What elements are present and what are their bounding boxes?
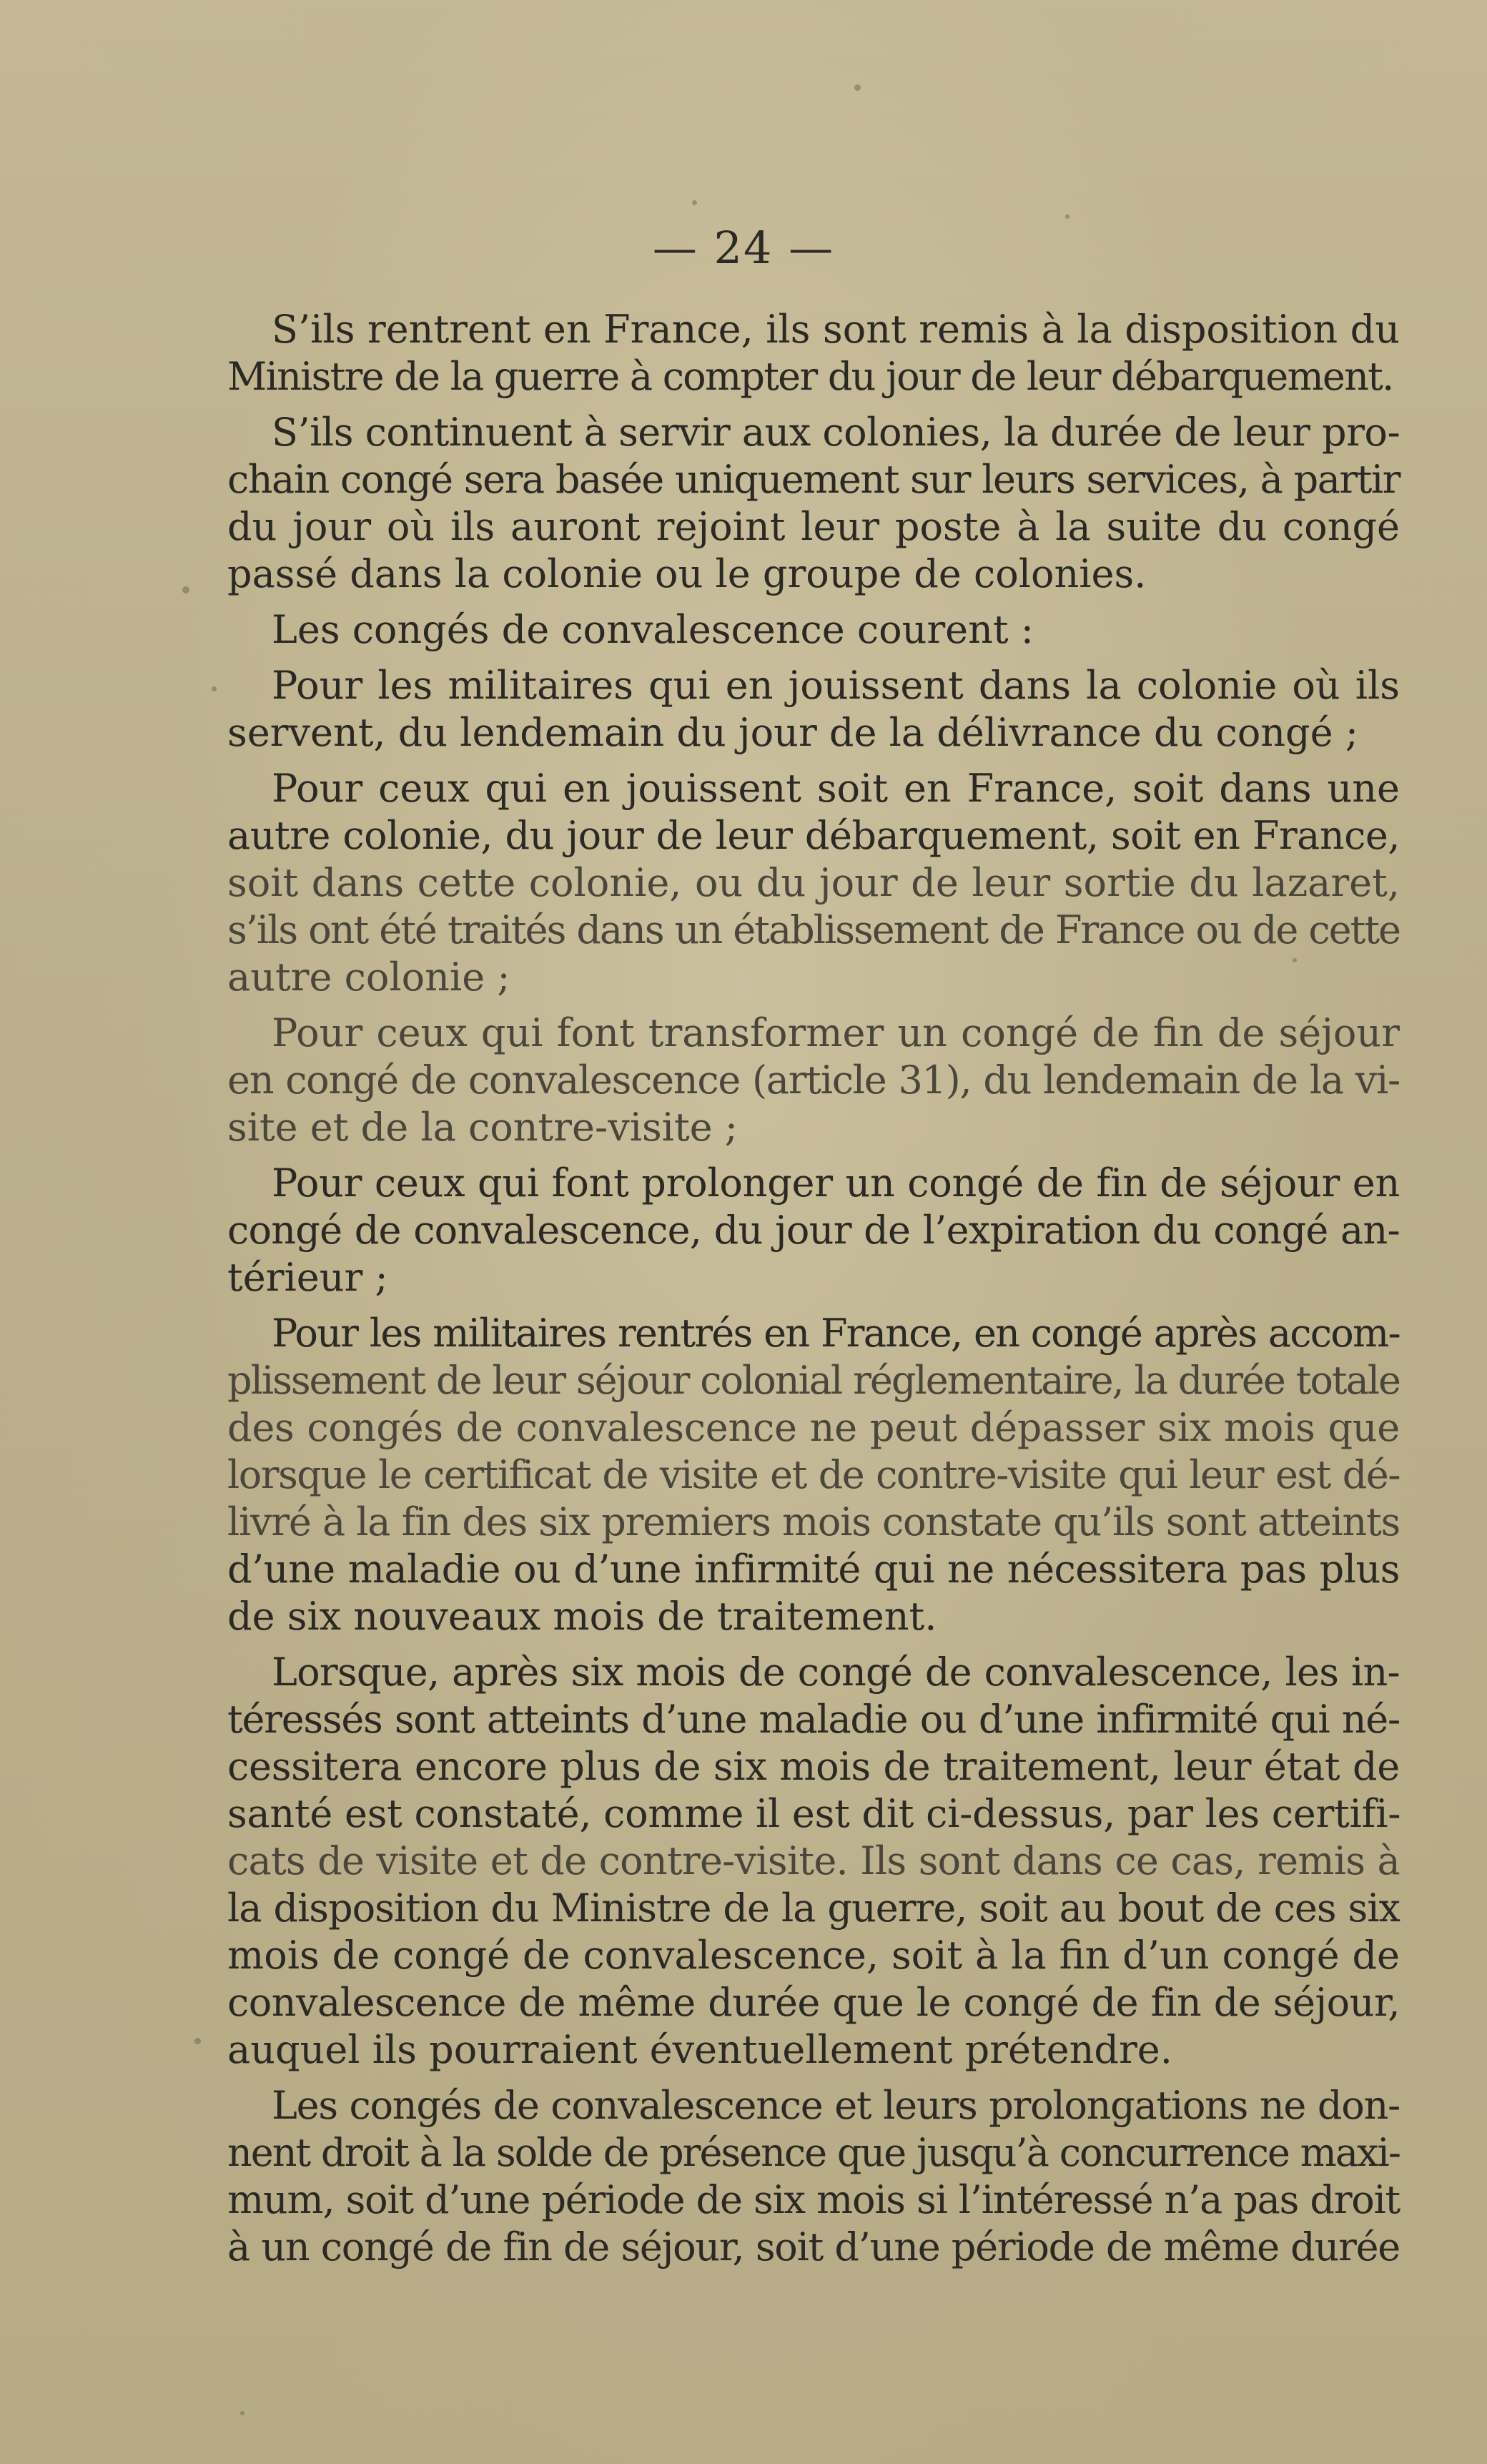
text-line: Les congés de convalescence et leurs prolongations ne don-: [272, 2083, 1400, 2128]
paper-speck: [692, 200, 697, 205]
text-line: cats de visite et de contre-visite. Ils sont dans ce cas, remis à: [227, 1838, 1400, 1883]
text-line: mois de congé de convalescence, soit à la fin d’un congé de: [227, 1933, 1400, 1978]
text-line: auquel ils pourraient éventuellement prétendre.: [227, 2027, 1172, 2072]
text-line: Pour ceux qui font transformer un congé de fin de séjour: [272, 1010, 1400, 1055]
paper-speck: [194, 2038, 201, 2044]
text-line: lorsque le certificat de visite et de contre-visite qui leur est dé-: [227, 1452, 1400, 1497]
text-line: plissement de leur séjour colonial réglementaire, la durée totale: [227, 1358, 1400, 1403]
text-line: Les congés de convalescence courent :: [272, 607, 1034, 652]
text-line: cessitera encore plus de six mois de traitement, leur état de: [227, 1744, 1400, 1789]
text-line: des congés de convalescence ne peut dépasser six mois que: [227, 1405, 1400, 1450]
text-line: Ministre de la guerre à compter du jour de leur débarquement.: [227, 354, 1393, 399]
text-line: S’ils continuent à servir aux colonies, la durée de leur pro-: [272, 410, 1400, 455]
paper-speck: [854, 84, 861, 91]
text-line: site et de la contre-visite ;: [227, 1105, 738, 1150]
paragraph: [227, 2082, 1400, 2271]
paragraph: [227, 662, 1400, 757]
text-line: soit dans cette colonie, ou du jour de leur sortie du lazaret,: [227, 860, 1400, 905]
paragraph: [227, 765, 1400, 1001]
text-line: servent, du lendemain du jour de la délivrance du congé ;: [227, 710, 1358, 755]
text-line: Lorsque, après six mois de congé de convalescence, les in-: [272, 1650, 1400, 1695]
text-line: d’une maladie ou d’une infirmité qui ne nécessitera pas plus: [227, 1547, 1400, 1592]
paper-speck: [212, 686, 217, 691]
text-line: la disposition du Ministre de la guerre, soit au bout de ces six: [227, 1886, 1400, 1931]
text-line: convalescence de même durée que le congé de fin de séjour,: [227, 1980, 1400, 2025]
page-number: — 24 —: [652, 222, 835, 274]
paragraph: [227, 1160, 1400, 1301]
paragraph: [227, 409, 1400, 598]
text-line: s’ils ont été traités dans un établissement de France ou de cette: [227, 907, 1400, 952]
paragraph: [227, 306, 1400, 400]
text-line: du jour où ils auront rejoint leur poste à la suite du congé: [227, 504, 1400, 549]
text-line: livré à la fin des six premiers mois constate qu’ils sont atteints: [227, 1499, 1400, 1544]
body-text: [227, 306, 1400, 2280]
paper-speck: [240, 2411, 244, 2415]
text-line: de six nouveaux mois de traitement.: [227, 1594, 937, 1639]
text-line: congé de convalescence, du jour de l’expiration du congé an-: [227, 1208, 1400, 1253]
text-line: Pour les militaires rentrés en France, en congé après accom-: [272, 1311, 1400, 1356]
text-line: téressés sont atteints d’une maladie ou d’une infirmité qui né-: [227, 1697, 1400, 1742]
text-line: mum, soit d’une période de six mois si l’intéressé n’a pas droit: [227, 2177, 1400, 2222]
text-line: passé dans la colonie ou le groupe de colonies.: [227, 551, 1147, 596]
text-line: nent droit à la solde de présence que jusqu’à concurrence maxi-: [227, 2130, 1400, 2175]
text-line: S’ils rentrent en France, ils sont remis à la disposition du: [272, 307, 1400, 352]
paragraph: [227, 1310, 1400, 1640]
paper-speck: [1065, 215, 1069, 219]
paragraph: [227, 1649, 1400, 2074]
text-line: Pour ceux qui font prolonger un congé de fin de séjour en: [272, 1160, 1400, 1206]
text-line: Pour les militaires qui en jouissent dans la colonie où ils: [272, 663, 1400, 708]
paper-speck: [182, 586, 189, 593]
text-line: chain congé sera basée uniquement sur leurs services, à partir: [227, 457, 1400, 502]
paragraph: [227, 1010, 1400, 1151]
text-line: Pour ceux qui en jouissent soit en France, soit dans une: [272, 766, 1400, 811]
text-line: en congé de convalescence (article 31), du lendemain de la vi-: [227, 1058, 1400, 1103]
text-line: autre colonie ;: [227, 955, 510, 1000]
text-line: santé est constaté, comme il est dit ci-dessus, par les certifi-: [227, 1791, 1401, 1836]
text-line: térieur ;: [227, 1255, 388, 1300]
text-line: autre colonie, du jour de leur débarquement, soit en France,: [227, 813, 1400, 858]
paragraph: [227, 606, 1400, 654]
text-line: à un congé de fin de séjour, soit d’une période de même durée: [227, 2224, 1400, 2270]
